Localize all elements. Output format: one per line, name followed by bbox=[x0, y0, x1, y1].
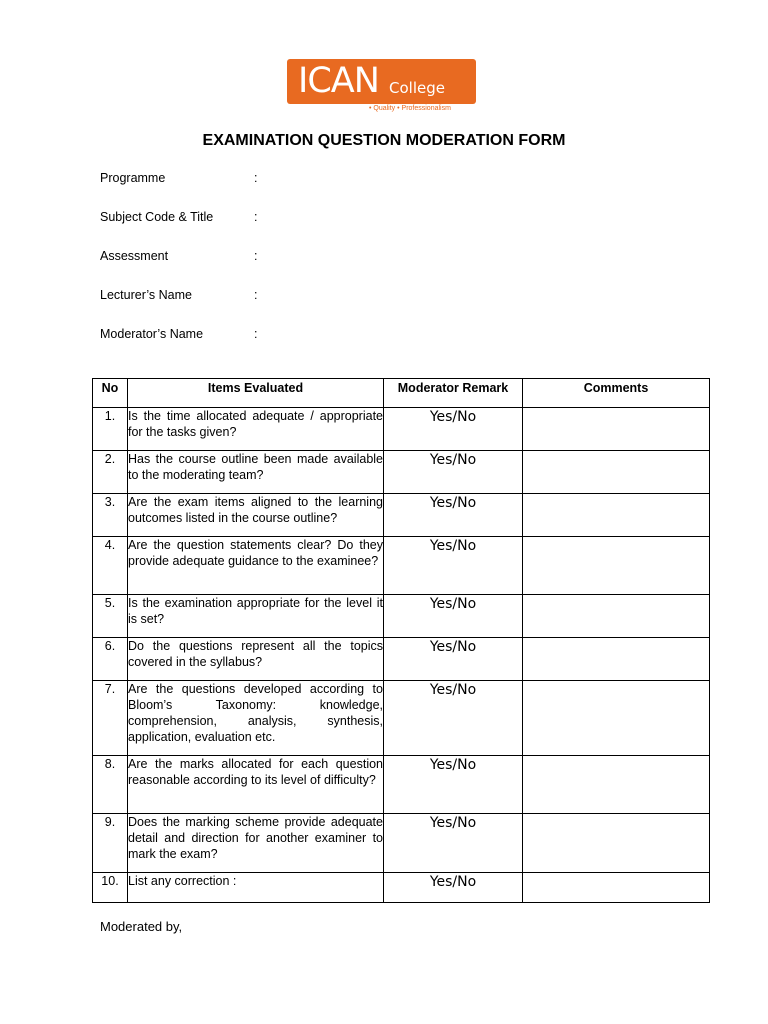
row-item: Are the exam items aligned to the learning outcomes listed in the course outline? bbox=[128, 494, 384, 537]
form-title: EXAMINATION QUESTION MODERATION FORM bbox=[202, 132, 566, 149]
row-remark: Yes/No bbox=[384, 451, 523, 494]
row-number: 10. bbox=[93, 873, 128, 903]
header-remark: Moderator Remark bbox=[384, 379, 523, 408]
row-comment[interactable] bbox=[523, 595, 710, 638]
logo-main-text: ICAN bbox=[298, 61, 379, 101]
row-remark: Yes/No bbox=[384, 595, 523, 638]
table-header-row bbox=[93, 379, 710, 408]
row-item: Are the marks allocated for each question reasonable according to its level of difficulty? bbox=[128, 756, 384, 814]
row-number: 3. bbox=[93, 494, 128, 537]
moderated-by-label: Moderated by, bbox=[100, 919, 183, 934]
table-row bbox=[93, 451, 710, 494]
college-logo bbox=[287, 59, 476, 113]
field-label: Moderator’s Name bbox=[100, 327, 204, 341]
row-number: 6. bbox=[93, 638, 128, 681]
field-separator: : bbox=[254, 210, 258, 224]
row-comment[interactable] bbox=[523, 814, 710, 873]
field-separator: : bbox=[254, 171, 258, 185]
row-comment[interactable] bbox=[523, 756, 710, 814]
field-moderator bbox=[100, 326, 257, 342]
table-row bbox=[93, 638, 710, 681]
row-item: Has the course outline been made available to the moderating team? bbox=[128, 451, 384, 494]
row-number: 5. bbox=[93, 595, 128, 638]
row-number: 8. bbox=[93, 756, 128, 814]
row-item: Are the question statements clear? Do they provide adequate guidance to the examinee? bbox=[128, 537, 384, 595]
row-remark: Yes/No bbox=[384, 873, 523, 903]
row-item: Is the examination appropriate for the level it is set? bbox=[128, 595, 384, 638]
row-item: Are the questions developed according to Bloom’s Taxonomy: knowledge, comprehension, analysis, synthesis, application, evaluation etc. bbox=[128, 681, 384, 756]
row-item: List any correction : bbox=[128, 873, 384, 903]
row-remark: Yes/No bbox=[384, 408, 523, 451]
row-number: 9. bbox=[93, 814, 128, 873]
field-label: Programme bbox=[100, 171, 166, 185]
logo-badge bbox=[287, 59, 476, 104]
row-remark: Yes/No bbox=[384, 756, 523, 814]
row-remark: Yes/No bbox=[384, 814, 523, 873]
field-lecturer bbox=[100, 287, 257, 303]
table-row bbox=[93, 408, 710, 451]
table-row bbox=[93, 873, 710, 903]
evaluation-table bbox=[92, 378, 710, 903]
row-remark: Yes/No bbox=[384, 638, 523, 681]
field-label: Subject Code & Title bbox=[100, 210, 214, 224]
row-comment[interactable] bbox=[523, 494, 710, 537]
row-number: 1. bbox=[93, 408, 128, 451]
row-comment[interactable] bbox=[523, 537, 710, 595]
row-remark: Yes/No bbox=[384, 537, 523, 595]
field-programme bbox=[100, 170, 257, 186]
header-comments: Comments bbox=[523, 379, 710, 408]
row-remark: Yes/No bbox=[384, 494, 523, 537]
field-label: Assessment bbox=[100, 249, 169, 263]
row-remark: Yes/No bbox=[384, 681, 523, 756]
table-row bbox=[93, 814, 710, 873]
field-separator: : bbox=[254, 288, 258, 302]
logo-sub-text: College bbox=[389, 79, 445, 97]
row-comment[interactable] bbox=[523, 638, 710, 681]
field-label: Lecturer’s Name bbox=[100, 288, 192, 302]
table-row bbox=[93, 537, 710, 595]
row-comment[interactable] bbox=[523, 451, 710, 494]
row-item: Is the time allocated adequate / appropriate for the tasks given? bbox=[128, 408, 384, 451]
table-row bbox=[93, 681, 710, 756]
table-row bbox=[93, 494, 710, 537]
row-number: 4. bbox=[93, 537, 128, 595]
field-assessment bbox=[100, 248, 257, 264]
header-no: No bbox=[93, 379, 128, 408]
field-subject bbox=[100, 209, 257, 225]
row-number: 2. bbox=[93, 451, 128, 494]
field-separator: : bbox=[254, 249, 258, 263]
logo-tagline: • Quality • Professionalism bbox=[369, 105, 451, 112]
header-items: Items Evaluated bbox=[128, 379, 384, 408]
row-comment[interactable] bbox=[523, 873, 710, 903]
row-comment[interactable] bbox=[523, 681, 710, 756]
row-number: 7. bbox=[93, 681, 128, 756]
row-item: Does the marking scheme provide adequate detail and direction for another examiner to mark the exam? bbox=[128, 814, 384, 873]
row-comment[interactable] bbox=[523, 408, 710, 451]
field-separator: : bbox=[254, 327, 258, 341]
row-item: Do the questions represent all the topics covered in the syllabus? bbox=[128, 638, 384, 681]
table-row bbox=[93, 595, 710, 638]
table-row bbox=[93, 756, 710, 814]
